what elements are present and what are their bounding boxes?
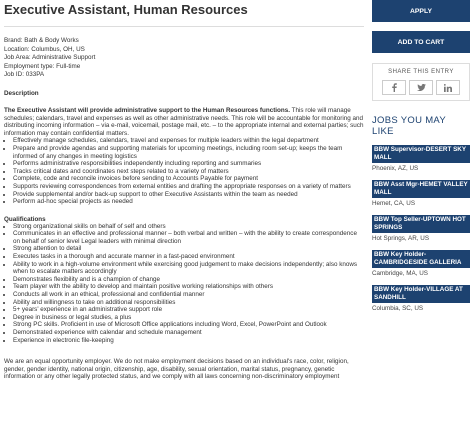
related-job — [372, 285, 470, 312]
list-item: • Complete, code and reconcile invoices before sending to Accounts Payable for payment — [13, 175, 364, 183]
list-item: • Conducts all work in an ethical, professional and confidential manner — [13, 291, 364, 299]
apply-button[interactable]: APPLY — [372, 0, 470, 22]
eeo-statement: We are an equal opportunity employer. We do not make employment decisions based on an individual's race, color, religion, gender, gender identity, national origin, citizenship, age, disability, sexual orientation, marital status, pregnancy, genetic information or any other legally protected status, and we comply with all laws concerning non-discriminatory employment — [4, 358, 349, 381]
meta-brand: Brand: Bath & Body Works — [4, 37, 79, 44]
related-job-link[interactable]: BBW Key Holder-CAMBRIDGESIDE GALLERIA — [372, 250, 470, 268]
twitter-icon[interactable] — [409, 80, 433, 95]
list-item: • Tracks critical dates and coordinates next steps related to a variety of matters — [13, 168, 364, 176]
meta-employment-type: Employment type: Full-time — [4, 62, 81, 70]
related-job-location: Cambridge, MA, US — [372, 270, 428, 277]
job-detail — [4, 0, 364, 381]
meta-location: Location: Columbus, OH, US — [4, 45, 85, 53]
list-item: • Demonstrated experience with calendar and schedule management — [13, 329, 364, 337]
add-to-cart-button[interactable]: ADD TO CART — [372, 31, 470, 53]
qualifications-heading: Qualifications — [4, 215, 46, 223]
list-item: • Prepare and provide agendas and supporting materials for upcoming meetings, including room set-up; keeps the team informed of any changes in meeting logistics — [13, 145, 364, 160]
sidebar — [372, 0, 470, 312]
divider — [4, 26, 364, 27]
list-item: • Team player with the ability to develop and maintain positive working relationships with others — [13, 283, 364, 291]
share-box — [372, 63, 470, 101]
intro-bold: The Executive Assistant will provide administrative support to the Human Resources functions. — [4, 106, 290, 114]
list-item: • Communicates in an effective and professional manner – both verbal and written – with the ability to create correspondence on behalf of senior level Legal leaders with minimal direction — [13, 230, 364, 245]
related-job — [372, 250, 470, 277]
job-title: Executive Assistant, Human Resources — [4, 2, 248, 17]
list-item: • Provide supplemental and/or back-up support to other Executive Assistants within the team as needed — [13, 191, 364, 199]
related-job-link[interactable]: BBW Supervisor-DESERT SKY MALL — [372, 145, 470, 163]
share-title: SHARE THIS ENTRY — [388, 69, 454, 75]
list-item: • Ability and willingness to take on additional responsibilities — [13, 299, 364, 307]
list-item: • Effectively manage schedules, calendars, travel and expenses for multiple leaders within the legal department — [13, 137, 364, 145]
related-job-location: Hemet, CA, US — [372, 200, 416, 207]
related-job-link[interactable]: BBW Key Holder-VILLAGE AT SANDHILL — [372, 285, 470, 303]
job-meta — [4, 37, 364, 80]
list-item: • Performs administrative responsibilities independently including reporting and summaries — [13, 160, 364, 168]
facebook-icon[interactable] — [382, 80, 406, 95]
description-heading: Description — [4, 89, 39, 97]
list-item: • Ability to work in a high-volume environment while exercising good judgement to make decisions independently; also knows when to escalate matters accordingly — [13, 261, 364, 276]
list-item: • Degree in business or legal studies, a plus — [13, 314, 364, 322]
list-item: • Strong PC skills. Proficient in use of Microsoft Office applications including Word, Excel, PowerPoint and Outlook — [13, 321, 364, 329]
list-item: • Supports reviewing correspondences from external entities and drafting the appropriate responses on a variety of matters — [13, 183, 364, 191]
related-job-location: Hot Springs, AR, US — [372, 235, 430, 242]
list-item: • Strong organizational skills on behalf of self and others — [13, 223, 364, 231]
duties-list — [4, 137, 364, 205]
description-intro — [4, 107, 364, 137]
related-job — [372, 145, 470, 172]
list-item: • Perform ad-hoc special projects as needed — [13, 198, 364, 206]
list-item: • Strong attention to detail — [13, 245, 364, 253]
meta-job-area: Job Area: Administrative Support — [4, 54, 96, 62]
related-job-link[interactable]: BBW Top Seller-UPTOWN HOT SPRINGS — [372, 215, 470, 233]
qualifications-list — [4, 223, 364, 345]
list-item: • Executes tasks in a thorough and accurate manner in a fast-paced environment — [13, 253, 364, 261]
list-item: • Demonstrates flexibility and is a champion of change — [13, 276, 364, 284]
related-job — [372, 215, 470, 242]
related-job — [372, 180, 470, 207]
related-job-link[interactable]: BBW Asst Mgr-HEMET VALLEY MALL — [372, 180, 470, 198]
meta-job-id: Job ID: 033PA — [4, 71, 45, 79]
jobs-you-may-like-heading: JOBS YOU MAY LIKE — [372, 115, 446, 137]
related-job-location: Phoenix, AZ, US — [372, 165, 419, 172]
linkedin-icon[interactable] — [436, 80, 460, 95]
list-item: • Experience in electronic file-keeping — [13, 337, 364, 345]
related-job-location: Columbia, SC, US — [372, 305, 424, 312]
list-item: • 5+ years' experience in an administrative support role — [13, 306, 364, 314]
share-icons — [373, 80, 469, 95]
intro-rest: This role will manage schedules; calendars, travel and expenses as well as other administrative needs. This role will be accountable for monitoring and distributing incoming information – via e-mail, voicemail, postage mail, etc. – to the appropriate internal and external parties; such information may contain confidential matters. — [4, 106, 364, 137]
